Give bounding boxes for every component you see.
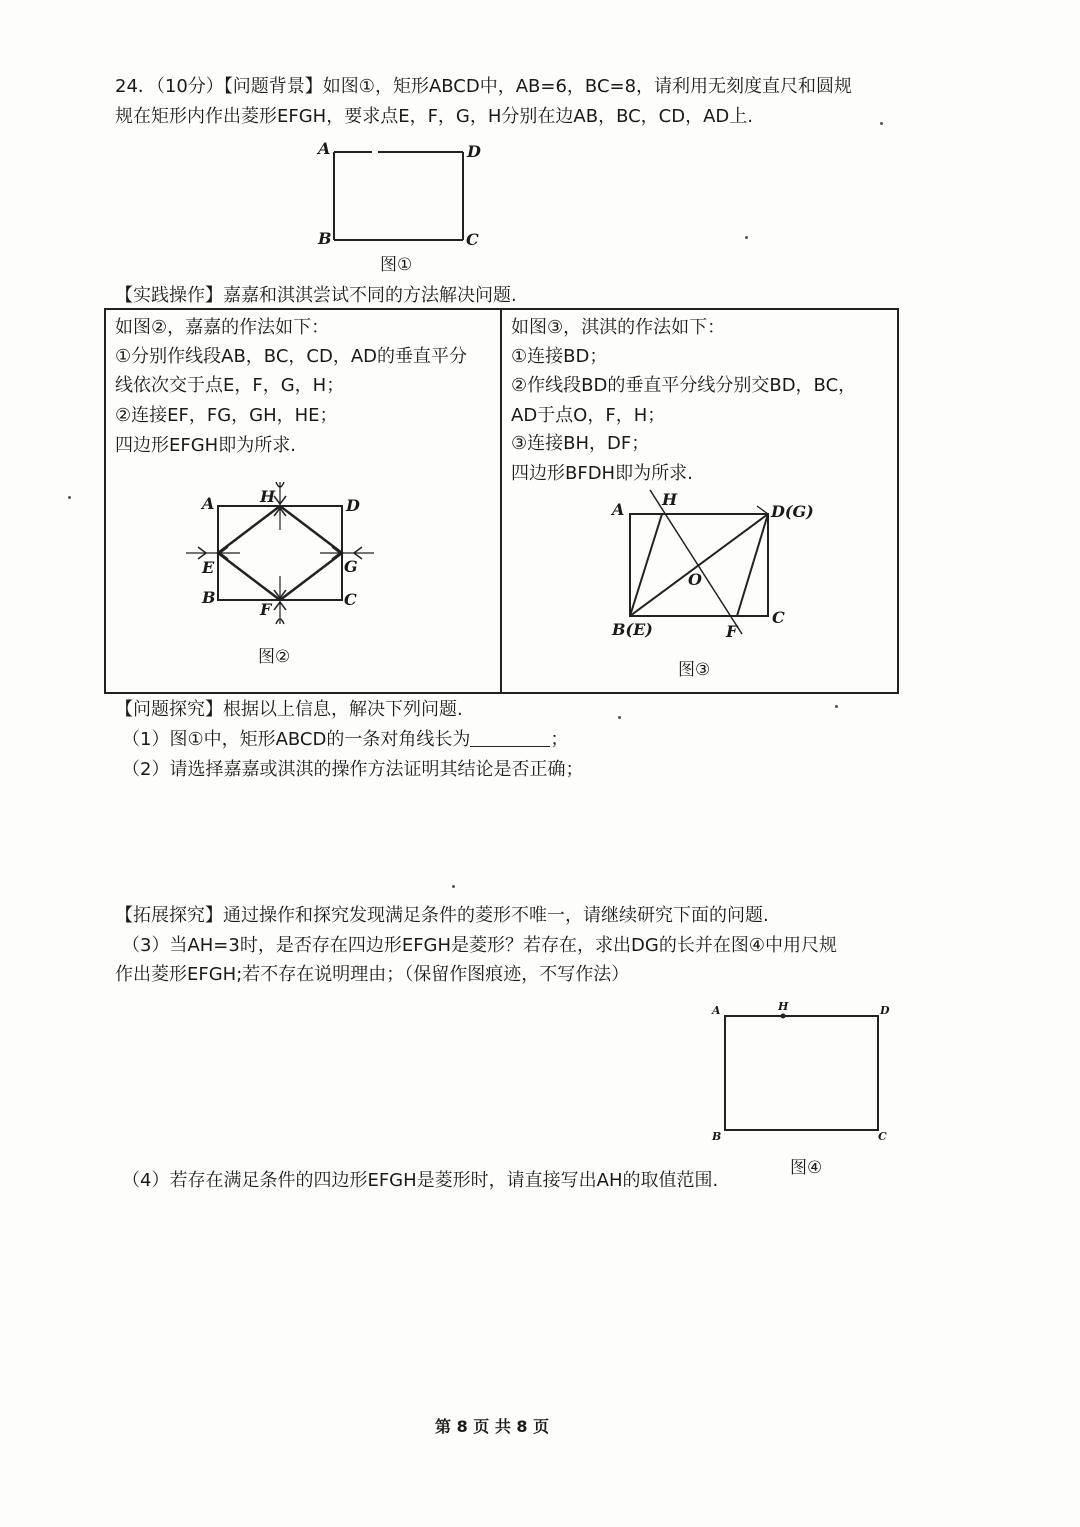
fig1-label-b: B xyxy=(318,229,332,248)
question-1-text: （1）图①中，矩形ABCD的一条对角线长为 xyxy=(122,729,471,750)
fig2-label-f: F xyxy=(260,600,272,619)
left-panel-line-2: ①分别作线段AB，BC，CD，AD的垂直平分 xyxy=(115,346,468,367)
right-panel-line-2: ①连接BD； xyxy=(511,346,608,367)
scan-speck xyxy=(835,705,838,708)
fig2-label-c: C xyxy=(344,590,357,609)
q24-line2: 规在矩形内作出菱形EFGH，要求点E，F，G，H分别在边AB，BC，CD，AD上. xyxy=(115,106,754,127)
fig3-caption: 图③ xyxy=(678,660,711,680)
fig2-label-h: H xyxy=(260,487,276,506)
fig3-label-f: F xyxy=(726,622,738,641)
fig1-label-d: D xyxy=(467,142,481,161)
right-panel-line-1: 如图③，淇淇的作法如下： xyxy=(511,317,726,338)
fig2-label-d: D xyxy=(346,496,360,515)
fig1-caption: 图① xyxy=(380,255,413,275)
fig3-label-o: O xyxy=(688,570,702,589)
fig3-label-be: B(E) xyxy=(612,620,653,639)
extend-title: 【拓展探究】通过操作和探究发现满足条件的菱形不唯一，请继续研究下面的问题. xyxy=(115,905,769,926)
question-4: （4）若存在满足条件的四边形EFGH是菱形时，请直接写出AH的取值范围. xyxy=(122,1170,719,1191)
scan-speck xyxy=(618,716,621,719)
fig2-caption: 图② xyxy=(258,647,291,667)
left-panel-line-5: 四边形EFGH即为所求. xyxy=(115,435,296,456)
question-3-line2: 作出菱形EFGH;若不存在说明理由；（保留作图痕迹，不写作法） xyxy=(115,964,630,985)
question-3-line1: （3）当AH=3时，是否存在四边形EFGH是菱形？若存在，求出DG的长并在图④中用尺规 xyxy=(122,935,837,956)
fig3-label-dg: D(G) xyxy=(771,502,814,521)
left-panel-line-1: 如图②，嘉嘉的作法如下： xyxy=(115,317,330,338)
fig4-label-a: A xyxy=(712,1004,721,1017)
left-panel-line-4: ②连接EF，FG，GH，HE； xyxy=(115,405,338,426)
page-number: 第 8 页 共 8 页 xyxy=(435,1417,550,1436)
scan-speck xyxy=(68,496,71,499)
right-panel-line-4: AD于点O，F，H； xyxy=(511,405,666,426)
scan-speck xyxy=(745,236,748,239)
fig2-label-a: A xyxy=(202,494,215,513)
question-1-suffix: ； xyxy=(550,729,569,750)
practice-title: 【实践操作】嘉嘉和淇淇尝试不同的方法解决问题. xyxy=(115,285,517,306)
fig4-label-b: B xyxy=(712,1130,722,1143)
fig4-label-d: D xyxy=(880,1004,890,1017)
right-panel-line-6: 四边形BFDH即为所求. xyxy=(511,463,693,484)
fig2-label-g: G xyxy=(344,557,358,576)
question-2: （2）请选择嘉嘉或淇淇的操作方法证明其结论是否正确； xyxy=(122,759,584,780)
fig2-label-e: E xyxy=(202,558,215,577)
right-panel-line-5: ③连接BH，DF； xyxy=(511,433,650,454)
right-panel-line-3: ②作线段BD的垂直平分线分别交BD，BC， xyxy=(511,375,857,396)
fig3-label-c: C xyxy=(772,608,785,627)
q24-line1: 24．（10分）【问题背景】如图①，矩形ABCD中，AB=6，BC=8，请利用无刻度直尺和圆规 xyxy=(115,76,853,97)
scan-speck xyxy=(452,885,455,888)
left-panel-line-3: 线依次交于点E，F，G，H； xyxy=(115,375,345,396)
explore-title: 【问题探究】根据以上信息，解决下列问题. xyxy=(115,699,463,720)
fig3-label-a: A xyxy=(612,500,625,519)
fig4-caption: 图④ xyxy=(790,1158,823,1178)
fig1-label-c: C xyxy=(466,230,479,249)
fig3-label-h: H xyxy=(662,490,678,509)
fig4-label-h: H xyxy=(778,1000,789,1013)
fig2-label-b: B xyxy=(202,588,216,607)
scan-speck xyxy=(880,122,883,125)
fig4-label-c: C xyxy=(878,1130,887,1143)
fig1-label-a: A xyxy=(318,139,331,158)
